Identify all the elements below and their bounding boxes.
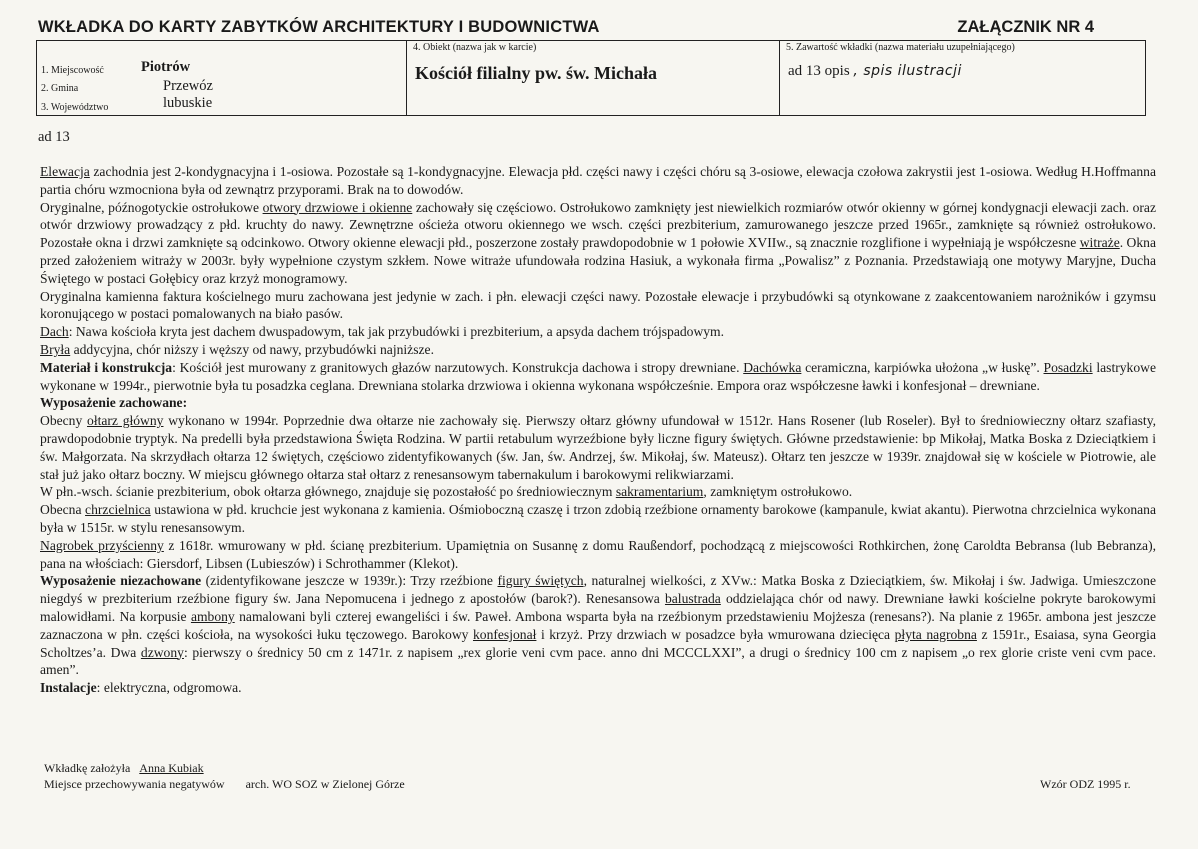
text: z 1618r. wmurowany w płd. ścianę prezbiterium. Upamiętnia on Susannę z domu Raußendorf, pochodzącą z miejscowości Rothkirchen, żonę Caroldta Bebransa (lub Bebranza), pana na włościach: Giersdorf, Libsen (Lubieszów) i Schrothammer (Klekot). bbox=[40, 537, 1156, 571]
term-oltarz: ołtarz główny bbox=[87, 413, 164, 429]
term-dach: Dach bbox=[40, 324, 69, 340]
contents-typed: ad 13 opis bbox=[788, 63, 850, 79]
object-label: 4. Obiekt (nazwa jak w karcie) bbox=[413, 42, 537, 53]
paragraph-bryla bbox=[40, 341, 1156, 359]
term-bryla: Bryła bbox=[40, 341, 71, 357]
paragraph-chrzcielnica bbox=[40, 501, 1156, 537]
text: addycyjna, chór niższy i węższy od nawy, przybudówki najniższe. bbox=[70, 341, 434, 357]
contents-box bbox=[779, 41, 1146, 116]
text: z 1591r., Esaiasa, syna Georgia Scholtzes’a. Dwa bbox=[40, 626, 1156, 660]
heading-wyposazenie-zachowane: Wyposażenie zachowane: bbox=[40, 395, 188, 411]
description-body bbox=[40, 163, 1156, 697]
section-ref: ad 13 bbox=[38, 129, 70, 145]
term-nagrobek: Nagrobek przyścienny bbox=[40, 537, 164, 553]
paragraph-nagrobek bbox=[40, 537, 1156, 573]
author-line bbox=[44, 761, 204, 776]
text: ustawiona w płd. kruchcie jest wykonana z kamienia. Ośmioboczną czaszę i trzon zdobią rzeźbione ornamenty barokowe (kampanule, kwiat akantu). Pierwotna chrzcielnica wykonana była w 1515r. w stylu renesansowym. bbox=[40, 502, 1156, 535]
text: ceramiczna, karpiówka ułożona „w łuskę”. bbox=[801, 359, 1044, 375]
contents-value bbox=[788, 63, 962, 80]
term-ambony: ambony bbox=[190, 608, 235, 624]
paragraph-otwory bbox=[40, 199, 1156, 288]
text: i krzyż. Przy drzwiach w posadzce była wmurowana dziecięca bbox=[536, 626, 895, 642]
term-sakramentarium: sakramentarium bbox=[615, 484, 704, 500]
term-chrzcielnica: chrzcielnica bbox=[85, 502, 151, 518]
object-name: Kościół filialny pw. św. Michała bbox=[415, 63, 658, 83]
storage-label: Miejsce przechowywania negatywów bbox=[44, 777, 225, 791]
term-dzwony: dzwony bbox=[140, 644, 184, 660]
paragraph-niezachowane bbox=[40, 572, 1156, 679]
term-elewacja: Elewacja bbox=[40, 164, 90, 179]
author-name: Anna Kubiak bbox=[139, 761, 204, 775]
object-box bbox=[406, 41, 780, 116]
text: : pierwszy o średnicy 50 cm z 1471r. z napisem „rex glorie veni cvm pace. anno dni MCCCLXXI”, a drugi o średnicy 100 cm z napisem „o rex glorie criste veni cvm pace. amen”. bbox=[40, 644, 1156, 678]
author-label: Wkładkę założyła bbox=[44, 761, 131, 775]
miejscowosc-value: Piotrów bbox=[141, 59, 191, 75]
paragraph-elewacja bbox=[40, 163, 1156, 199]
paragraph-oltarz bbox=[40, 412, 1156, 483]
wojewodztwo-value: lubuskie bbox=[163, 95, 213, 111]
text: zachodnia jest 2-kondygnacyjna i 1-osiowa. Pozostałe są 1-kondygnacyjne. Elewacja płd. części nawy i części chóru są 3-osiowe, elewacja czołowa zakrystii jest 1-osiowa. Według H.Hoffmanna partia chóru wzmocniona była od zewnątrz przyporami. Brak na to dowodów. bbox=[40, 164, 1156, 197]
text: : Kościół jest murowany z granitowych głazów narzutowych. Konstrukcja dachowa i stropy drewniane. bbox=[172, 359, 744, 375]
term-plyta-nagrobna: płyta nagrobna bbox=[894, 626, 977, 642]
location-box bbox=[36, 41, 407, 116]
contents-label: 5. Zawartość wkładki (nazwa materiału uzupełniającego) bbox=[786, 42, 1015, 53]
text: W płn.-wsch. ścianie prezbiterium, obok ołtarza głównego, znajduje się pozostałość po średniowiecznym bbox=[40, 484, 616, 500]
term-balustrada: balustrada bbox=[664, 591, 721, 607]
text: : elektryczna, odgromowa. bbox=[96, 680, 242, 696]
text: : Nawa kościoła kryta jest dachem dwuspadowym, tak jak przybudówki i prezbiterium, a apsyda dachem trójspadowym. bbox=[68, 324, 725, 340]
document-title: WKŁADKA DO KARTY ZABYTKÓW ARCHITEKTURY I BUDOWNICTWA bbox=[38, 18, 600, 36]
text: Obecna bbox=[40, 502, 86, 518]
text: Oryginalne, późnogotyckie ostrołukowe bbox=[40, 199, 263, 215]
miejscowosc-label: 1. Miejscowość bbox=[41, 65, 104, 76]
term-otwory: otwory drzwiowe i okienne bbox=[262, 199, 413, 215]
term-instalacje: Instalacje bbox=[40, 680, 97, 696]
gmina-value: Przewóz bbox=[163, 78, 213, 94]
text: wykonano w 1994r. Poprzednie dwa ołtarze nie zachowały się. Pierwszy ołtarz główny ufundował w 1512r. Hans Rosener (lub Roseler). Był to średniowieczny ołtarz szafiasty, prawdopodobnie tryptyk. Na predelli była przedstawiona Święta Rodzina. W partii retabulum wyrzeźbione były liczne figury świętych. Główne przedstawienie: bp Mikołaj, Matka Boska z Dzieciątkiem i św. Małgorzata. Na skrzydłach ołtarza 12 świętych, częściowo zidentyfikowanych (św. Jan, św. Andrzej, św. Mikołaj, św. Mateusz). Ołtarz ten jeszcze w 1939r. znajdował się w kościele w Piotrowie, ale stał już jako ołtarz boczny. W miejscu głównego ołtarza stał ołtarz z renesansowym tabernakulum i barokowymi relikwiarzami. bbox=[40, 413, 1157, 482]
storage-line bbox=[44, 777, 405, 792]
paragraph-sakramentarium bbox=[40, 483, 1156, 501]
term-dachowka: Dachówka bbox=[743, 359, 802, 375]
text: lastrykowe wykonane w 1994r., pierwotnie była tu posadzka ceglana. Drewniana stolarka drzwiowa i okienna wykonana współcześnie. Empora oraz współczesne ławki i konfesjonał – drewniane. bbox=[40, 359, 1156, 393]
text: (zidentyfikowane jeszcze w 1939r.): Trzy rzeźbione bbox=[201, 573, 498, 589]
text: , naturalnej wielkości, z XVw.: Matka Boska z Dzieciątkiem, św. Mikołaj i św. Jadwiga. Umieszczone niegdyś w prezbiterium rzeźbione figury św. Jana Nepomucena i jednego z apostołów (barok?). Renesansowa bbox=[40, 573, 1157, 607]
contents-handwritten: , spis ilustracji bbox=[853, 63, 962, 79]
wojewodztwo-label: 3. Województwo bbox=[41, 102, 109, 113]
paragraph-dach bbox=[40, 323, 1156, 341]
text: Obecny bbox=[40, 413, 88, 429]
term-figury: figury świętych bbox=[497, 573, 584, 589]
text: . Okna przed założeniem witraży w 2003r. były wypełnione czystym szkłem. Nowe witraże ufundowała rodzina Hasiuk, a wykonała firma „Powalisz” z Poznania. Przedstawiają one motywy Maryjne, Ducha Świętego w postaci Gołębicy oraz krzyż monogramowy. bbox=[40, 235, 1156, 286]
storage-value: arch. WO SOZ w Zielonej Górze bbox=[245, 777, 405, 791]
template-ref: Wzór ODZ 1995 r. bbox=[1040, 777, 1131, 791]
term-wyposazenie-niezachowane: Wyposażenie niezachowane bbox=[40, 573, 202, 589]
term-konfesjonal: konfesjonał bbox=[472, 626, 537, 642]
paragraph-material bbox=[40, 359, 1156, 395]
text: zachowały się częściowo. Ostrołukowo zamknięty jest niewielkich rozmiarów otwór okienny w górnej kondygnacji elewacji zach. oraz otwór drzwiowy prowadzący z płd. kruchty do nawy. Zewnętrzne ościeża otworu okiennego we wsch. części prezbiterium, zamurowanego jeszcze przed 1965r., zamknięte są również ostrołukowo. Pozostałe okna i drzwi zamknięte są odcinkowo. Otwory okienne elewacji płd., poszerzone zostały prawdopodobnie w 1 połowie XVIIw., są znacznie rozglifione i wypełniają je współczesne bbox=[40, 199, 1157, 251]
paragraph-instalacje bbox=[40, 679, 1156, 697]
term-witraze: witraże bbox=[1079, 235, 1120, 251]
text: , zamkniętym ostrołukowo. bbox=[703, 484, 853, 500]
term-material: Materiał i konstrukcja bbox=[40, 359, 173, 375]
paragraph-faktura: Oryginalna kamienna faktura kościelnego muru zachowana jest jedynie w zach. i płn. elewacji części nawy. Pozostałe elewacje i przybudówki są otynkowane z zaakcentowaniem narożników i gzymsu koronującego w postaci pomalowanych na biało pasów. bbox=[40, 288, 1156, 322]
text: oddzielająca chór od nawy. Drewniane ławki kościelne pokryte barokowymi malowidłami. Na korpusie bbox=[40, 591, 1156, 624]
term-posadzki: Posadzki bbox=[1043, 359, 1093, 375]
annex-number: ZAŁĄCZNIK NR 4 bbox=[957, 18, 1094, 36]
gmina-label: 2. Gmina bbox=[41, 83, 79, 94]
text: namalowani byli czterej ewangeliści i św. Paweł. Ambona wsparta była na rzeźbionym przedstawieniu Mojżesza (renesans?). Na planie z 1965r. ambona jest jeszcze zaznaczona w płn. części kościoła, na wysokości łuku tęczowego. Barokowy bbox=[40, 608, 1157, 642]
